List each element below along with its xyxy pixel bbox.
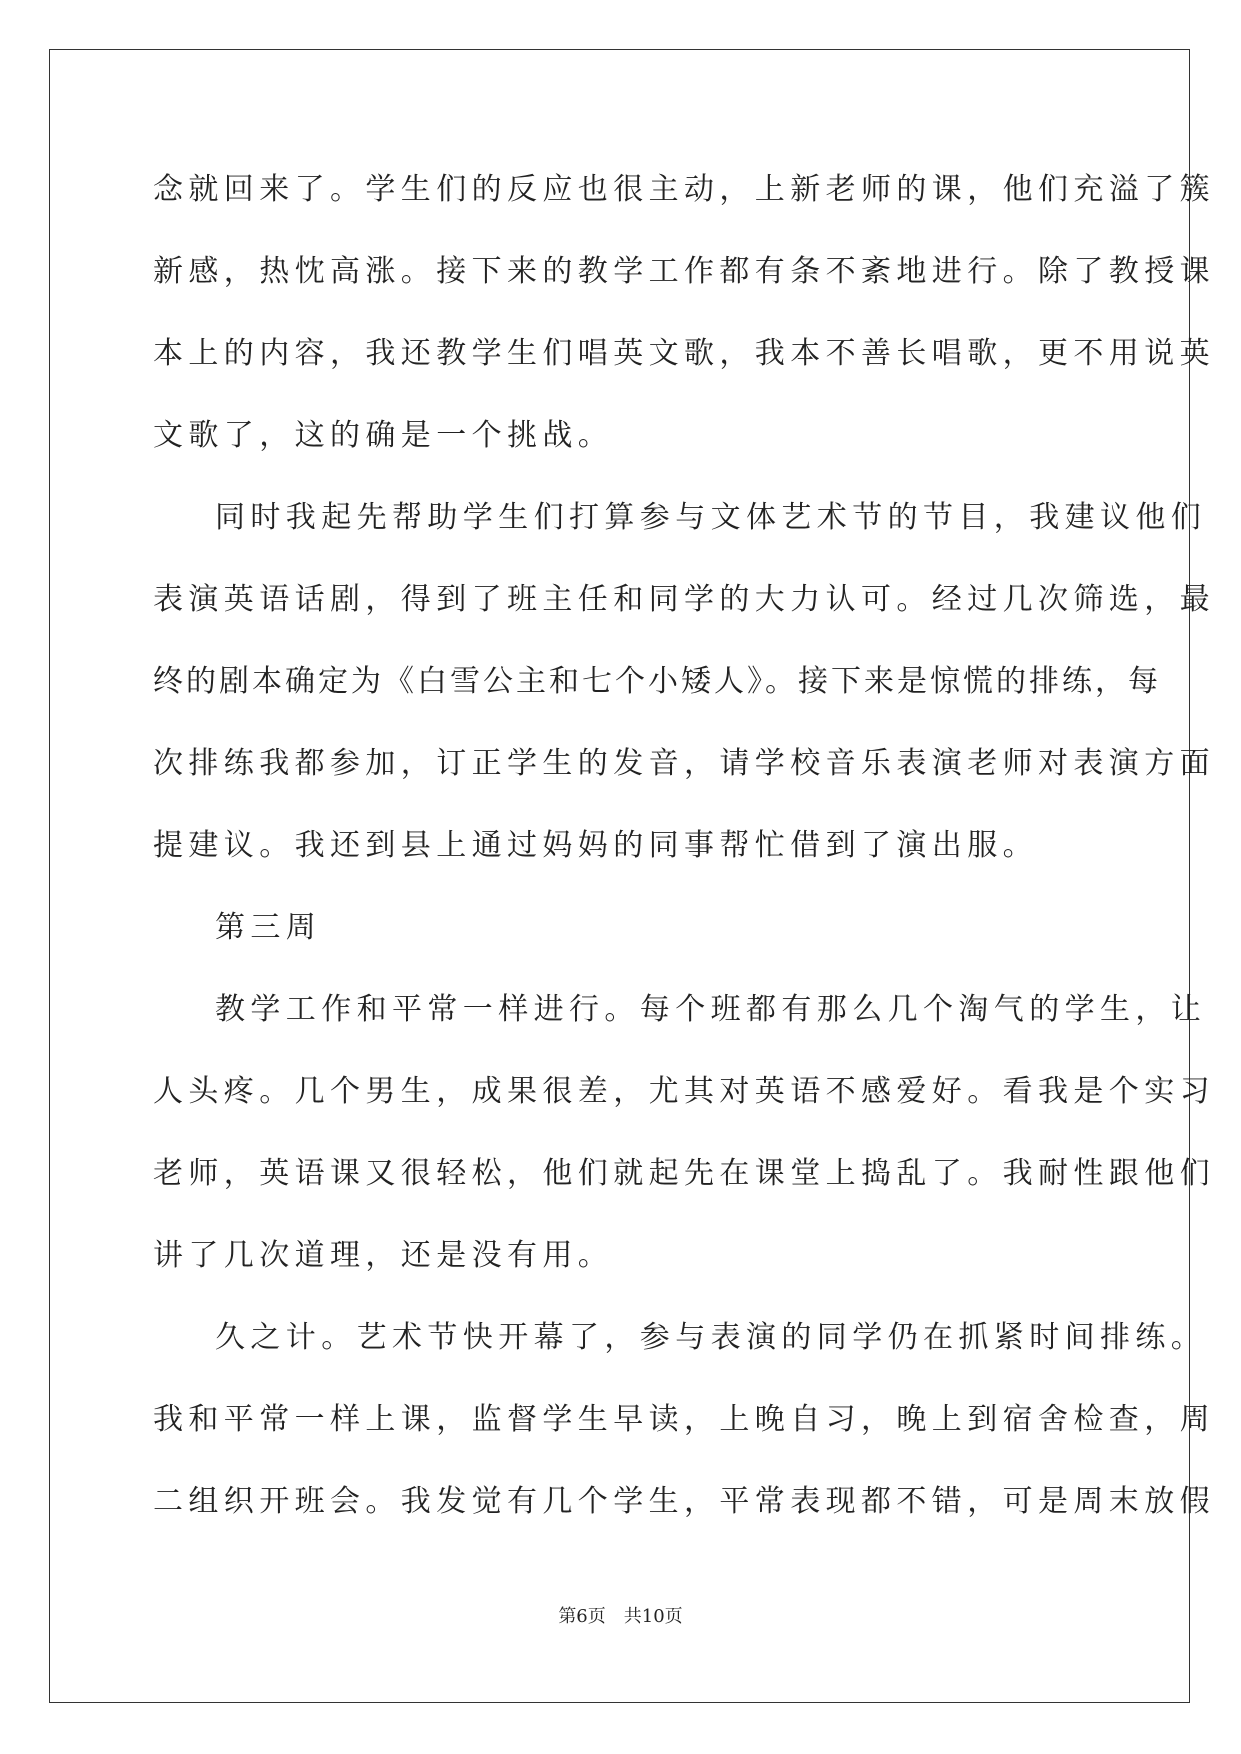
text-line: 我和平常一样上课，监督学生早读，上晚自习，晚上到宿舍检查，周: [153, 1402, 1215, 1437]
text-line: 次排练我都参加，订正学生的发音，请学校音乐表演老师对表演方面: [153, 746, 1215, 781]
text-line: 人头疼。几个男生，成果很差，尤其对英语不感爱好。看我是个实习: [153, 1074, 1215, 1109]
text-line: 新感，热忱高涨。接下来的教学工作都有条不紊地进行。除了教授课: [153, 254, 1215, 289]
section-heading: 第三周: [215, 910, 322, 945]
text-line: 念就回来了。学生们的反应也很主动，上新老师的课，他们充溢了簇: [153, 172, 1215, 207]
text-line: 提建议。我还到县上通过妈妈的同事帮忙借到了演出服。: [153, 828, 1038, 863]
paragraph-start-line: 久之计。艺术节快开幕了，参与表演的同学仍在抓紧时间排练。: [215, 1320, 1207, 1355]
text-line: 老师，英语课又很轻松，他们就起先在课堂上捣乱了。我耐性跟他们: [153, 1156, 1215, 1191]
text-line: 本上的内容，我还教学生们唱英文歌，我本不善长唱歌，更不用说英: [153, 336, 1215, 371]
text-line: 文歌了，这的确是一个挑战。: [153, 418, 614, 453]
text-line: 讲了几次道理，还是没有用。: [153, 1238, 614, 1273]
text-line: 表演英语话剧，得到了班主任和同学的大力认可。经过几次筛选，最: [153, 582, 1215, 617]
paragraph-start-line: 教学工作和平常一样进行。每个班都有那么几个淘气的学生，让: [215, 992, 1207, 1027]
text-line: 终的剧本确定为《白雪公主和七个小矮人》。接下来是惊慌的排练，每: [153, 664, 1161, 699]
text-line: 二组织开班会。我发觉有几个学生，平常表现都不错，可是周末放假: [153, 1484, 1215, 1519]
document-body: [153, 166, 1215, 1560]
page-number: 第6页 共10页: [558, 1606, 683, 1627]
paragraph-start-line: 同时我起先帮助学生们打算参与文体艺术节的节目，我建议他们: [215, 500, 1207, 535]
